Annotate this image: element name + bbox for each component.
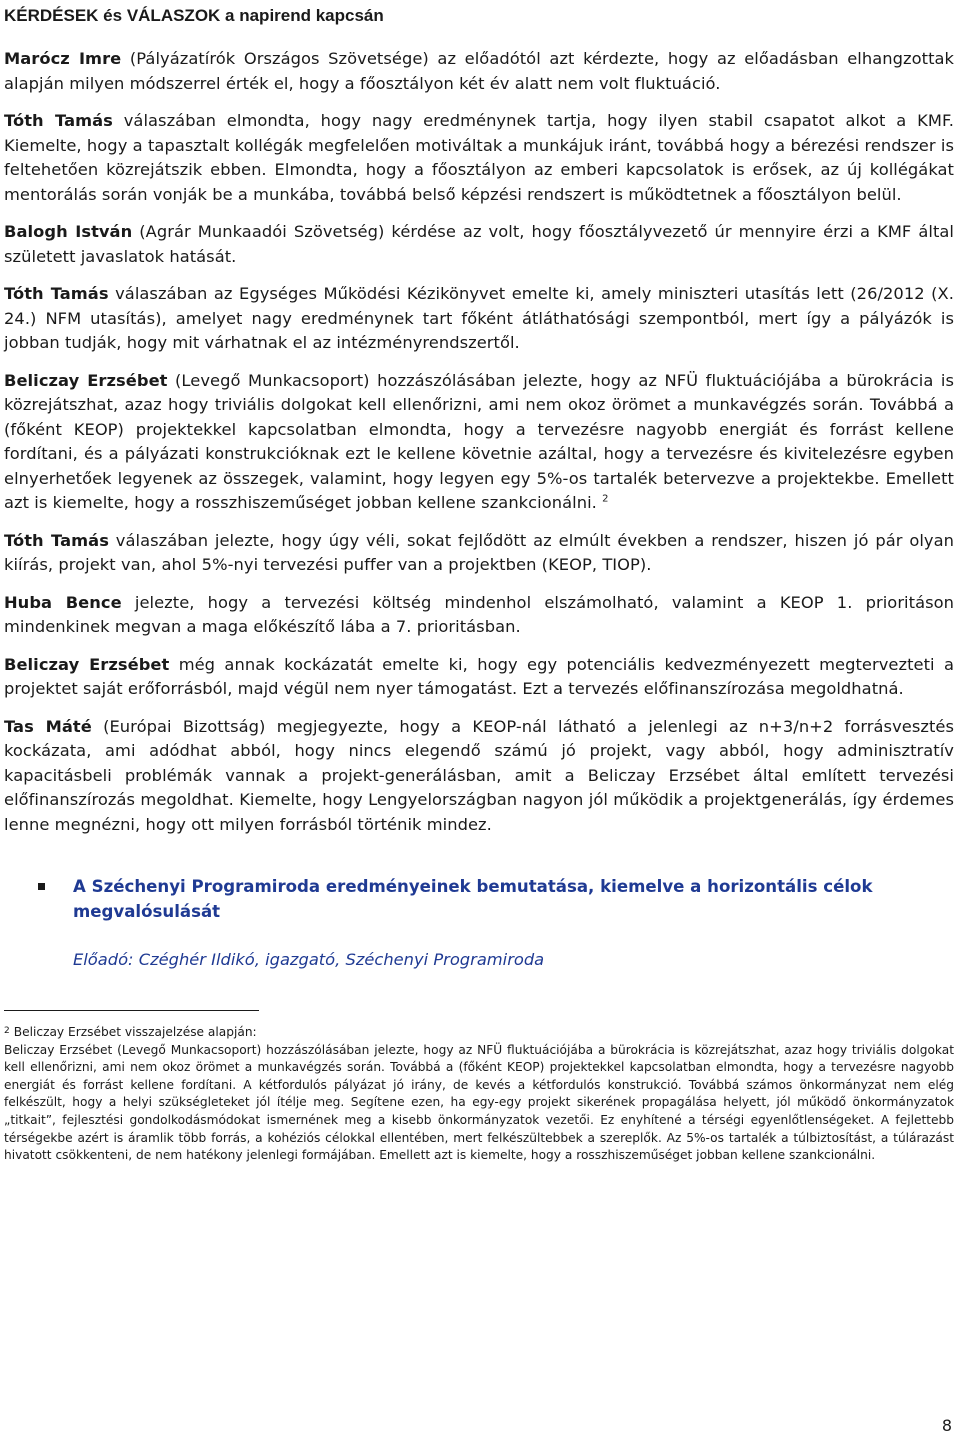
qa-paragraph: [4, 529, 954, 578]
footnote-intro-line: [4, 1024, 954, 1042]
qa-paragraph: [4, 715, 954, 838]
page-heading: KÉRDÉSEK és VÁLASZOK a napirend kapcsán: [4, 6, 384, 25]
qa-paragraph: [4, 653, 954, 702]
paragraph-text: (Agrár Munkaadói Szövetség) kérdése az volt, hogy főosztályvezető úr mennyire érzi a KMF által született javaslatok hatását.: [4, 222, 954, 266]
speaker-name: Tóth Tamás: [4, 284, 109, 303]
qa-paragraph: [4, 109, 954, 207]
speaker-name: Huba Bence: [4, 592, 122, 612]
paragraph-text: (Pályázatírók Országos Szövetsége) az előadótól azt kérdezte, hogy az előadásban elhangzottak alapján milyen módszerrel érték el, hogy a főosztályon két év alatt nem volt fluktuáció.: [4, 49, 955, 93]
qa-paragraph: [4, 47, 954, 96]
speaker-name: Beliczay Erzsébet: [4, 370, 168, 390]
qa-paragraph: [4, 282, 954, 356]
footnote-text: Beliczay Erzsébet (Levegő Munkacsoport) hozzászólásában jelezte, hogy az NFÜ fluktuációjába a bürokrácia is közrejátszhat, azaz hogy triviális dolgokat kell ellenőrizni, ami nem okoz örömet a munkavégzés során. Továbbá a (főként KEOP) projektekkel kapcsolatban elmondta, hogy a tervezésre nagyobb energiát és forrást kellene fordítani. A kétfordulós pályázat jó irány, de kevés a kétfordulós konstrukció. Továbbá számos önkormányzat nem elég felkészült, hogy a helyi szükségleteket jól ítélje meg. Segítene ezen, ha egy-egy projekt sikerének propagálása helyett, jól működő önkormányzatok „titkait”, fejlesztési gondolkodásmódokat ismernének meg a kisebb önkormányzatok vezetői. Ez enyhítené a térségi egyenlőtlenségeket. A fejlettebb térségekbe azért is áramlik több forrás, a kohéziós célokkal ellentében, mert felkészültebbek a szereplők. Az 5%-os tartalék a túlbiztosítást, a túlárazást hivatott csökkenteni, de nem hatékony jelenlegi formájában. Emellett azt is kiemelte, hogy a rosszhiszeműséget jobban kellene szankcionálni.: [4, 1042, 954, 1163]
presenter-line: Előadó: Czéghér Ildikó, igazgató, Széchenyi Programiroda: [73, 950, 545, 969]
speaker-name: Balogh István: [4, 222, 133, 241]
page-number: 8: [941, 1416, 952, 1435]
qa-paragraph: [4, 220, 954, 269]
paragraph-text: még annak kockázatát emelte ki, hogy egy potenciális kedvezményezett megtervezteti a projektet saját erőforrásból, majd végül nem nyer támogatást. Ezt a tervezés előfinanszírozása megoldhatná.: [4, 654, 954, 698]
qa-paragraphs: [4, 47, 954, 837]
footnote-intro: Beliczay Erzsébet visszajelzése alapján:: [13, 1025, 257, 1039]
paragraph-text: válaszában az Egységes Működési Kézikönyvet emelte ki, amely miniszteri utasítás lett (26/2012 (X. 24.) NFM utasítás), amelyet nagy eredménynek tart főként átláthatósági szempontból, mert így a pályázók is jobban tudják, hogy mit várhatnak el az intézményrendszertől.: [4, 284, 954, 352]
footnote-number: 2: [4, 1026, 10, 1036]
qa-paragraph: [4, 591, 954, 640]
footnote: [4, 1024, 954, 1165]
qa-paragraph: [4, 369, 954, 516]
footnote-separator: [4, 1010, 259, 1011]
paragraph-text: válaszában elmondta, hogy nagy eredménynek tartja, hogy ilyen stabil csapatot alkot a KMF. Kiemelte, hogy a tapasztalt kollégák megfelelően motiváltak a munkájuk iránt, továbbá hogy a bérezési rendszer is feltehetően közrejátszik ebben. Elmondta, hogy a főosztályon az emberi kapcsolatok is erősek, az új kollégákat mentorálás során vonják be a munkába, továbbá belső képzési rendszert is működtetnek a főosztályon belül.: [4, 111, 954, 204]
section-title: A Széchenyi Programiroda eredményeinek bemutatása, kiemelve a horizontális célok megvalósulását: [73, 877, 873, 921]
speaker-name: Beliczay Erzsébet: [4, 654, 170, 674]
paragraph-text: jelezte, hogy a tervezési költség mindenhol elszámolható, valamint a KEOP 1. prioritáson mindenkinek megvan a maga előkészítő lába a 7. prioritásban.: [4, 592, 955, 636]
speaker-name: Tóth Tamás: [4, 111, 113, 130]
footnote-reference[interactable]: 2: [602, 493, 609, 505]
square-bullet-icon: [38, 883, 45, 890]
paragraph-text: (Levegő Munkacsoport) hozzászólásában jelezte, hogy az NFÜ fluktuációjába a bürokrácia is közrejátszhat, azaz hogy triviális dolgokat kell ellenőrizni, ami nem okoz örömet a munkavégzés során. Továbbá a (főként KEOP) projektekkel kapcsolatban elmondta, hogy a tervezésre nagyobb energiát és forrást kellene fordítani, és a pályázati konstrukcióknak ezt le kellene követnie azáltal, hogy a tervezésre és kivitelezésre egyben elnyerhetőek legyenek az összegek, valamint, hogy legyen egy 5%-os tartalék betervezve a projektekbe. Emellett azt is kiemelte, hogy a rosszhiszeműséget jobban kellene szankcionálni.: [4, 370, 954, 512]
paragraph-text: (Európai Bizottság) megjegyezte, hogy a KEOP-nál látható a jelenlegi az n+3/n+2 forrásvesztés kockázata, ami adódhat abból, hogy nincs elegendő számú jó projekt, vagy abból, hogy adminisztratív kapacitásbeli problémák vannak a projekt-generálásban, amit a Beliczay Erzsébet által említett tervezési előfinanszírozás megoldhat. Kiemelte, hogy Lengyelországban nagyon jól működik a projektgenerálás, így érdemes lenne megnézni, hogy ott milyen forrásból történik mindez.: [4, 716, 955, 834]
paragraph-text: válaszában jelezte, hogy úgy véli, sokat fejlődött az elmúlt években a rendszer, hiszen jó pár olyan kiírás, projekt van, ahol 5%-nyi tervezési puffer van a projektben (KEOP, TIOP).: [4, 530, 954, 574]
speaker-name: Tóth Tamás: [4, 530, 109, 550]
speaker-name: Tas Máté: [4, 716, 92, 736]
agenda-section: [4, 875, 954, 972]
document-page: [4, 0, 954, 1165]
speaker-name: Marócz Imre: [4, 49, 122, 68]
